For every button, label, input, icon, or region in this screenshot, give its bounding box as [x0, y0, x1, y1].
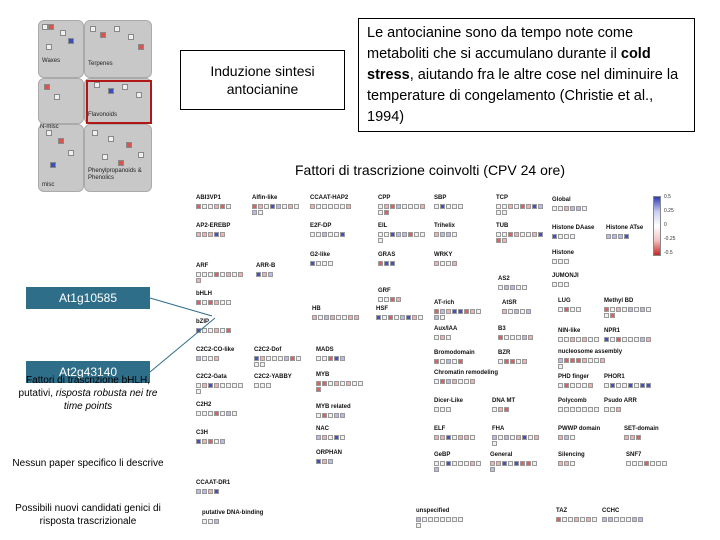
tf-family-label: DNA MT [492, 398, 516, 404]
tf-family-label: FHA [492, 426, 505, 432]
tf-family-label: GeBP [434, 452, 451, 458]
tf-family-label: PHOR1 [604, 374, 625, 380]
tf-family-label: CCAAT-DR1 [196, 480, 231, 486]
tf-family-label: Trihelix [434, 223, 456, 229]
tf-family-label: bHLH [196, 291, 212, 297]
tf-family-label: Silencing [558, 452, 585, 458]
tf-family-label: CCAAT-HAP2 [310, 195, 349, 201]
tf-family-label: Histone ATse [606, 225, 644, 231]
tf-family-label: MYB [316, 372, 330, 378]
tf-family-label: AT-rich [434, 300, 455, 306]
tf-family-label: C2C2-YABBY [254, 374, 292, 380]
tf-family-label: Histone [552, 250, 575, 256]
tf-family-label: AtSR [502, 300, 517, 306]
phenylpropanoids-label: Phenylpropanoids & Phenolics [88, 168, 142, 181]
tf-family-label: bZIP [196, 319, 209, 325]
tf-family-label: SBP [434, 195, 447, 201]
tf-family-label: B3 [498, 326, 506, 332]
flavonoids-label: Flavonoids [88, 112, 118, 118]
tf-family-label: ABI3VP1 [196, 195, 222, 201]
waxes-label: Waxes [42, 58, 61, 64]
misc-label: misc [42, 182, 55, 188]
tf-family-label: unspecified [416, 508, 450, 514]
tf-family-label: SNF7 [626, 452, 642, 458]
tf-family-label: Bromodomain [434, 350, 475, 356]
gene-label-at2g43140: At2g43140 [26, 361, 150, 383]
tf-family-label: AP2-EREBP [196, 223, 231, 229]
terpenes-label: Terpenes [88, 61, 113, 67]
tf-family-label: C2C2-Gata [196, 374, 227, 380]
tf-family-label: Global [552, 197, 571, 203]
tf-family-label: PHD finger [558, 374, 590, 380]
tf-family-label: HB [312, 306, 321, 312]
tf-family-label: putative DNA-binding [202, 510, 264, 516]
tf-family-label: BZR [498, 350, 511, 356]
legend-tick: 0 [664, 222, 667, 228]
tf-family-label: ARR-B [256, 263, 276, 269]
tf-family-label: TUB [496, 223, 509, 229]
tf-family-label: NPR1 [604, 328, 621, 334]
tf-family-label: JUMONJI [552, 273, 579, 279]
tf-family-label: G2-like [310, 252, 331, 258]
connector-line-1 [150, 298, 212, 316]
legend-tick: -0.5 [664, 250, 673, 256]
tf-family-label: MYB related [316, 404, 351, 410]
connector-line-2 [150, 318, 215, 372]
tf-family-label: Histone DAase [552, 225, 595, 231]
tf-family-label: MADS [316, 347, 334, 353]
tf-family-label: EIL [378, 223, 388, 229]
tf-family-label: AS2 [498, 276, 510, 282]
tf-family-label: ORPHAN [316, 450, 343, 456]
induction-callout: Induzione sintesi antocianine [180, 50, 345, 110]
tf-family-label: TAZ [556, 508, 568, 514]
tf-family-label: HSF [376, 306, 388, 312]
note-no-paper: Nessun paper specifico li descrive [12, 458, 164, 469]
tf-family-label: CPP [378, 195, 391, 201]
tf-family-label: C2C2-CO-like [196, 347, 235, 353]
tf-family-label: CCHC [602, 508, 620, 514]
legend-tick: -0.25 [664, 236, 676, 242]
tf-family-label: General [490, 452, 513, 458]
note-bhlh: Fattori di trascrizione bHLH, putativi, risposta robusta nei tre time points [18, 375, 158, 412]
tf-family-label: NAC [316, 426, 329, 432]
n-misc-label: N-misc [40, 124, 59, 130]
tf-family-label: Aux/IAA [434, 326, 458, 332]
tf-family-label: WRKY [434, 252, 453, 258]
tf-family-label: PWWP domain [558, 426, 601, 432]
tf-family-label: TCP [496, 195, 508, 201]
subtitle: Fattori di trascrizione coinvolti (CPV 24 ore) [295, 162, 565, 178]
tf-family-label: NIN-like [558, 328, 581, 334]
tf-family-label: Alfin-like [252, 195, 278, 201]
tf-family-label: Chromatin remodeling [434, 370, 499, 376]
tf-family-label: C3H [196, 430, 209, 436]
tf-family-label: Psudo ARR [604, 398, 637, 404]
tf-family-label: Polycomb [558, 398, 587, 404]
tf-family-label: ELF [434, 426, 446, 432]
note-candidates: Possibili nuovi candidati genici di risposta trascrizionale [15, 503, 161, 527]
legend-tick: 0.5 [664, 194, 671, 200]
tf-family-label: ARF [196, 263, 209, 269]
description-callout: Le antocianine sono da tempo note come metaboliti che si accumulano durante il cold stress, aiutando fra le altre cose nel diminuire la temperature di congelamento (Christie et al., 1994) [358, 18, 695, 132]
gene-label-at1g10585: At1g10585 [26, 287, 150, 309]
legend-tick: 0.25 [664, 208, 674, 214]
tf-family-label: LUG [558, 298, 571, 304]
tf-family-label: nucleosome assembly [558, 349, 623, 355]
tf-family-label: C2H2 [196, 402, 212, 408]
tf-family-label: GRF [378, 288, 391, 294]
tf-family-label: Methyl BD [604, 298, 634, 304]
tf-family-label: C2C2-Dof [254, 347, 282, 353]
tf-family-label: Dicer-Like [434, 398, 464, 404]
tf-family-label: GRAS [378, 252, 396, 258]
tf-family-label: SET-domain [624, 426, 659, 432]
tf-family-label: E2F-DP [310, 223, 332, 229]
